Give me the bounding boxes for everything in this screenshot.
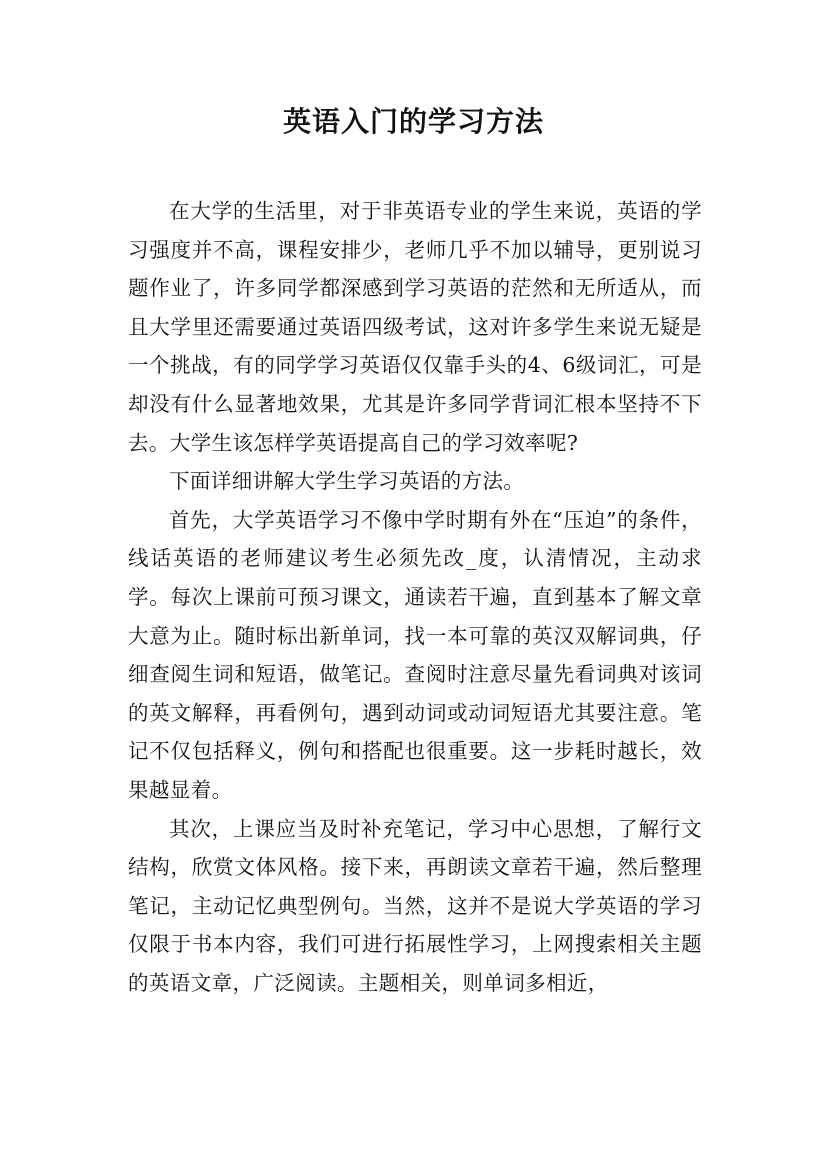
document-body [128,192,702,1002]
paragraph-transition: 下面详细讲解大学生学习英语的方法。 [169,469,525,494]
document-title: 英语入门的学习方法 [282,105,544,138]
paragraph-second-method: 其次，上课应当及时补充笔记，学习中心思想，了解行文结构，欣赏文体风格。接下来，再朗读文章若干遍，然后整理笔记，主动记忆典型例句。当然，这并不是说大学英语的学习仅限于书本内容，我们可进行拓展性学习，上网搜索相关主题的英语文章，广泛阅读。主题相关，则单词多相近， [128,816,702,995]
paragraph-intro: 在大学的生活里，对于非英语专业的学生来说，英语的学习强度并不高，课程安排少，老师几乎不加以辅导，更别说习题作业了，许多同学都深感到学习英语的茫然和无所适从，而且大学里还需要通过英语四级考试，这对许多学生来说无疑是一个挑战，有的同学学习英语仅仅靠手头的4、6级词汇，可是却没有什么显著地效果，尤其是许多同学背词汇根本坚持不下去。大学生该怎样学英语提高自己的学习效率呢? [128,199,702,455]
paragraph-first-method: 首先，大学英语学习不像中学时期有外在“压迫”的条件，线话英语的老师建议考生必须先改_度，认清情况，主动求学。每次上课前可预习课文，通读若干遍，直到基本了解文章大意为止。随时标出新单词，找一本可靠的英汉双解词典，仔细查阅生词和短语，做笔记。查阅时注意尽量先看词典对该词的英文解释，再看例句，遇到动词或动词短语尤其要注意。笔记不仅包括释义，例句和搭配也很重要。这一步耗时越长，效果越显着。 [128,507,702,802]
